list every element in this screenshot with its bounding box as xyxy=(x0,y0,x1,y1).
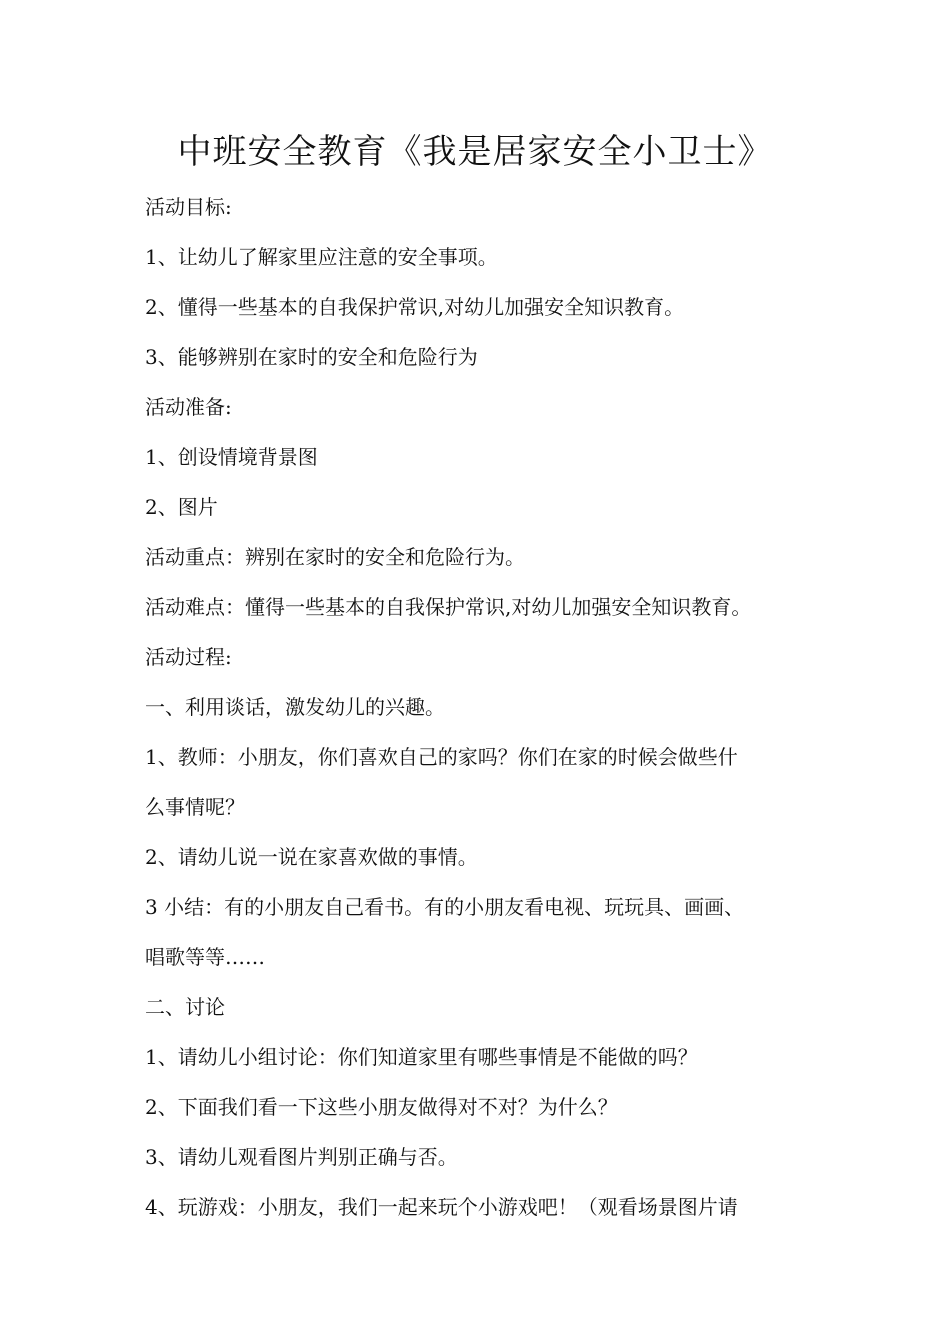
paragraph-line: 3、请幼儿观看图片判别正确与否。 xyxy=(145,1145,458,1169)
document-body xyxy=(145,182,835,1232)
section-heading-process: 活动过程: xyxy=(145,645,232,669)
paragraph-line: 唱歌等等…… xyxy=(145,945,265,969)
paragraph-line: 2、图片 xyxy=(145,495,218,519)
section-heading-preparation: 活动准备: xyxy=(145,395,232,419)
paragraph-line: 1、请幼儿小组讨论：你们知道家里有哪些事情是不能做的吗？ xyxy=(145,1045,698,1069)
document-title: 中班安全教育《我是居家安全小卫士》 xyxy=(177,132,773,172)
section-heading-goals: 活动目标: xyxy=(145,195,232,219)
paragraph-line: 么事情呢？ xyxy=(145,795,245,819)
paragraph-line: 2、懂得一些基本的自我保护常识,对幼儿加强安全知识教育。 xyxy=(145,295,685,319)
paragraph-line: 一、利用谈话，激发幼儿的兴趣。 xyxy=(145,695,445,719)
section-heading-discussion: 二、讨论 xyxy=(145,995,225,1019)
paragraph-line: 3 小结：有的小朋友自己看书。有的小朋友看电视、玩玩具、画画、 xyxy=(145,895,745,919)
paragraph-line: 4、玩游戏：小朋友，我们一起来玩个小游戏吧！（观看场景图片请 xyxy=(145,1195,738,1219)
difficulty-line: 活动难点：懂得一些基本的自我保护常识,对幼儿加强安全知识教育。 xyxy=(145,595,752,619)
paragraph-line: 1、让幼儿了解家里应注意的安全事项。 xyxy=(145,245,498,269)
paragraph-line: 2、请幼儿说一说在家喜欢做的事情。 xyxy=(145,845,478,869)
paragraph-line: 1、教师：小朋友，你们喜欢自己的家吗？你们在家的时候会做些什 xyxy=(145,745,738,769)
paragraph-line: 3、能够辨别在家时的安全和危险行为 xyxy=(145,345,478,369)
key-point-line: 活动重点：辨别在家时的安全和危险行为。 xyxy=(145,545,525,569)
paragraph-line: 1、创设情境背景图 xyxy=(145,445,318,469)
paragraph-line: 2、下面我们看一下这些小朋友做得对不对？为什么？ xyxy=(145,1095,618,1119)
